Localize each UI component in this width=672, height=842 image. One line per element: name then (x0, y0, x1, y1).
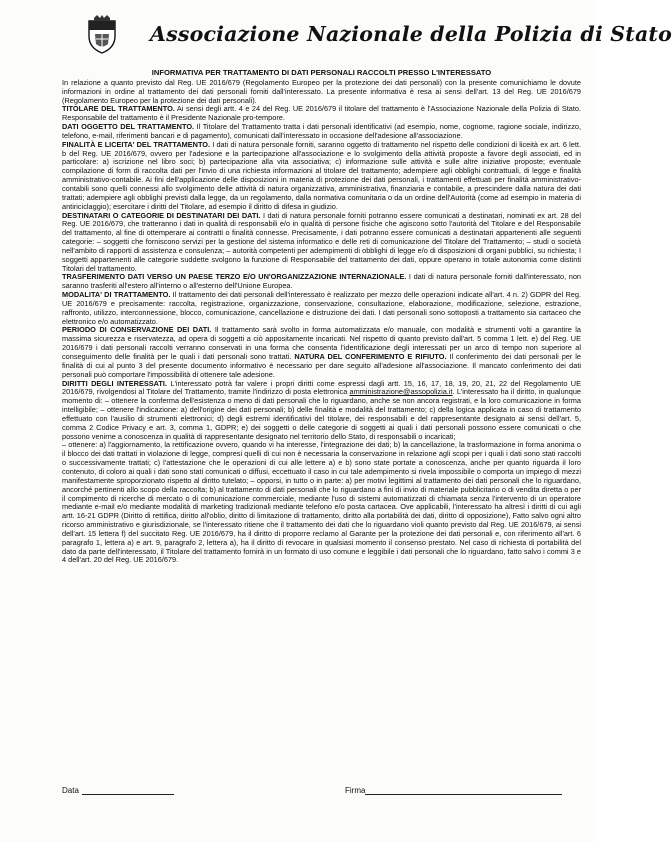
dati-paragraph (62, 123, 581, 141)
diritti-text-b: . L'interessato ha il diritto, in qualunque momento di: – ottenere la conferma dell'esistenza o meno di dati personali che lo riguardano, anche se non ancora registrati, e la loro comunicazione in forma intelligibile; – ottenere l'indicazione: a) dell'origine dei dati personali; b) delle finalità e modalità del trattamento; c) della logica applicata in caso di trattamento effettuato con l'ausilio di strumenti elettronici; d) degli estremi identificativi del titolare, dei responsabili e del rappresentante designato ai sensi dell'art. 5, comma 2 Codice Privacy e art. 3, comma 1, GDPR; e) dei soggetti o delle categorie di soggetti ai quali i dati personali possono essere comunicati o che possono venirne a conoscenza in qualità di rappresentante designato nel territorio dello Stato, di responsabili o incaricati; (62, 387, 581, 441)
trasferimento-paragraph (62, 273, 581, 291)
dati-text: Il Titolare del Trattamento tratta i dati personali identificativi (ad esempio, nome, cognome, ragione sociale, indirizzo, telefono, e-mail, riferimenti bancari e di pagamento), comunicati dall'interessato in occasione dell'adesione all'associazione. (62, 122, 581, 140)
trasferimento-heading: TRASFERIMENTO DATI VERSO UN PAESE TERZO E/O UN'ORGANIZZAZIONE INTERNAZIONALE. (62, 272, 407, 282)
conservazione-paragraph (62, 326, 581, 379)
signature-field[interactable] (365, 794, 562, 795)
diritti-text-a: L'interessato potrà far valere i propri diritti come espressi dagli artt. 15, 16, 17, 18, 19, 20, 21, 22 del Regolamento UE 2016/679, rivolgendosi al Titolare del Trattamento, tramite l'indirizzo di posta elettronica (62, 378, 581, 397)
conservazione-text: Il trattamento sarà svolto in forma automatizzata e/o manuale, con modalità e strumenti volti a garantire la massima sicurezza e riservatezza, ad opera di soggetti a ciò appositamente incaricati. Nel rispetto di quanto previsto dall'art. 5 comma 1 lett. e) del Reg. UE 2016/679 i dati personali raccolti verranno conservati in una forma che consenta l'identificazione degli interessati per un arco di tempo non superiore al conseguimento delle finalità per le quali i dati personali sono trattati. (62, 325, 581, 361)
destinatari-paragraph (62, 212, 581, 274)
diritti-paragraph (62, 380, 581, 442)
date-field[interactable] (82, 794, 174, 795)
titolare-paragraph (62, 105, 581, 123)
conservazione-heading: PERIODO DI CONSERVAZIONE DEI DATI. (62, 325, 212, 335)
titolare-heading: TITOLARE DEL TRATTAMENTO. (62, 104, 175, 114)
destinatari-text: I dati di natura personale forniti potranno essere comunicati a destinatari, nominati ex art. 28 del Reg. UE 2016/679, che tratteranno i dati in qualità di responsabili e/o in qualità di persone fisiche che agiscono sotto l'autorità del Titolare e del Responsabile del trattamento, al fine di ottemperare ai contratti o finalità connesse. Precisamente, i dati potranno essere comunicati a destinatari appartenenti alle seguenti categorie: – soggetti che forniscono servizi per la gestione del sistema informatico e delle reti di comunicazione del Titolare del Trattamento; – studi o società nell'ambito di rapporti di assistenza e consulenza; – autorità competenti per adempimenti di obblighi di legge e/o di disposizioni di organi pubblici, su richiesta; I soggetti appartenenti alle categorie suddette svolgono la funzione di Responsabile del trattamento dei dati, oppure operano in totale autonomia come distinti Titolari del trattamento. (62, 210, 581, 273)
signature-area (62, 786, 582, 800)
finalita-paragraph (62, 141, 581, 212)
date-label: Data (62, 786, 79, 795)
association-name: Associazione Nazionale della Polizia di Stato (150, 22, 672, 46)
natura-heading: NATURA DEL CONFERIMENTO E RIFIUTO. (294, 352, 447, 361)
intro-paragraph: In relazione a quanto previsto dal Reg. UE 2016/679 (Regolamento Europeo per la protezione dei dati personali) con la presente comunichiamo le dovute informazioni in ordine al trattamento dei dati personali forniti dall'interessato. La presente informativa è resa ai sensi dell'art. 13 del Reg. UE 2016/679 (Regolamento Europeo per la protezione dei dati personali). (62, 77, 581, 105)
titolare-text: Ai sensi degli artt. 4 e 24 del Reg. UE 2016/679 il titolare del trattamento è l'Associazione Nazionale della Polizia di Stato. Responsabile del trattamento è il Presidente Nazionale pro-tempore. (62, 104, 582, 123)
finalita-text: I dati di natura personale forniti, saranno oggetto di trattamento nel rispetto delle condizioni di liceità ex art. 6 lett. b del Reg. UE 2016/679, ovvero per l'adesione e la partecipazione all'associazione e lo svolgimento della attività proposte a favore degli associati, ed in particolare: a) iscrizione nel libro soci; b) partecipazione alla vita associativa; c) informazione sulle attività e sulle altre iniziative proposte; eventuale compilazione di form di raccolta dati per l'invio di una richiesta informazioni al titolare del trattamento; adempiere agli obblighi contrattuali, di legge e finalità amministrativo-contabile. Ai fini dell'applicazione delle disposizioni in materia di protezione dei dati personali, i trattamenti effettuati per finalità amministrativo-contabili sono quelli connessi allo svolgimento delle attività di natura organizzativa, amministrativa, finanziaria e contabile, a prescindere dalla natura dei dati trattati; adempiere agli obblighi previsti dalla legge, da un regolamento, dalla normativa comunitaria o da un ordine dell'Autorità (come ad esempio in materia di antiriciclaggio); esercitare i diritti del Titolare, ad esempio il diritto di difesa in giudizio. (62, 139, 582, 211)
email-link[interactable]: amministrazione@assopolizia.it (349, 387, 453, 397)
crest-logo (86, 14, 118, 54)
trasferimento-text: I dati di natura personale forniti dall'interessato, non saranno trasferiti all'estero all'interno o all'esterno dell'Unione Europea. (62, 272, 581, 291)
natura-text: Il conferimento dei dati personali per le finalità di cui al punto 3 del presente documento informativo è necessario per dare seguito all'adesione all'associazione. Il mancato conferimento dei dati personali può comportare l'impossibilità di ottenere tale adesione. (62, 352, 581, 379)
document-title: INFORMATIVA PER TRATTAMENTO DI DATI PERSONALI RACCOLTI PRESSO L'INTERESSATO (151, 68, 492, 77)
modalita-paragraph (62, 291, 581, 326)
signature-label: Firma (345, 786, 366, 795)
dati-heading: DATI OGGETTO DEL TRATTAMENTO. (62, 122, 195, 132)
destinatari-heading: DESTINATARI O CATEGORIE DI DESTINATARI DEI DATI. (62, 210, 261, 220)
diritti-list-paragraph: – ottenere: a) l'aggiornamento, la rettificazione ovvero, quando vi ha interesse, l'integrazione dei dati; b) la cancellazione, la trasformazione in forma anonima o il blocco dei dati trattati in violazione di legge, compresi quelli di cui non è necessaria la conservazione in relazione agli scopi per i quali i dati sono stati raccolti o successivamente trattati; c) l'attestazione che le operazioni di cui alle lettere a) e b) sono state portate a conoscenza, anche per quanto riguarda il loro contenuto, di coloro ai quali i dati sono stati comunicati o diffusi, eccettuato il caso in cui tale adempimento si rivela impossibile o comporta un impiego di mezzi manifestamente sproporzionato rispetto al diritto tutelato; – opporsi, in tutto o in parte: a) per motivi legittimi al trattamento dei dati personali che lo riguardano, ancorché pertinenti allo scopo della raccolta; b) al trattamento di dati personali che lo riguardano a fini di invio di materiale pubblicitario o di vendita diretta o per il compimento di ricerche di mercato o di comunicazione commerciale, mediante l'uso di sistemi automatizzati di chiamata senza l'intervento di un operatore mediante e-mail e/o mediante modalità di marketing tradizionali mediante telefono e/o posta cartacea. Ove applicabili, l'interessato ha altresì i diritti di cui agli artt. 16-21 GDPR (Diritto di rettifica, diritto all'oblio, diritto di limitazione di trattamento, diritto alla portabilità dei dati, diritto di opposizione), Fatto salvo ogni altro ricorso amministrativo e giurisdizionale, se l'interessato ritiene che il trattamento dei dati che lo riguardano violi quanto previsto dal Reg. UE 2016/679, ai sensi dell'art. 15 lettera f) del succitato Reg. UE 2016/679, ha il diritto di proporre reclamo al Garante per la protezione dei dati personali e, con riferimento all'art. 6 paragrafo 1, lettera a) e art. 9, paragrafo 2, lettera a), ha il diritto di revocare in qualsiasi momento il consenso prestato. Nel caso di richiesta di portabilità del dato da parte dell'interessato, il Titolare del trattamento fornirà in un formato di uso comune e leggibile i dati personali che lo riguardano, fatto salvo i commi 3 e 4 dell'art. 20 del Reg. UE 2016/679. (62, 440, 581, 565)
modalita-heading: MODALITA' DI TRATTAMENTO. (62, 290, 171, 300)
document-body (62, 69, 581, 565)
diritti-heading: DIRITTI DEGLI INTERESSATI. (62, 378, 167, 388)
finalita-heading: FINALITÀ E LICEITA' DEL TRATTAMENTO. (62, 139, 211, 149)
modalita-text: Il trattamento dei dati personali dell'interessato è realizzato per mezzo delle operazioni indicate all'art. 4 n. 2) GDPR del Reg. UE 2016/679 e precisamente: raccolta, registrazione, organizzazione, conservazione, consultazione, elaborazione, modificazione, selezione, estrazione, raffronto, utilizzo, interconnessione, blocco, comunicazione, cancellazione e distruzione dei dati. I dati personali sono sottoposti a trattamento sia cartaceo che elettronico e/o automatizzato. (62, 290, 581, 326)
